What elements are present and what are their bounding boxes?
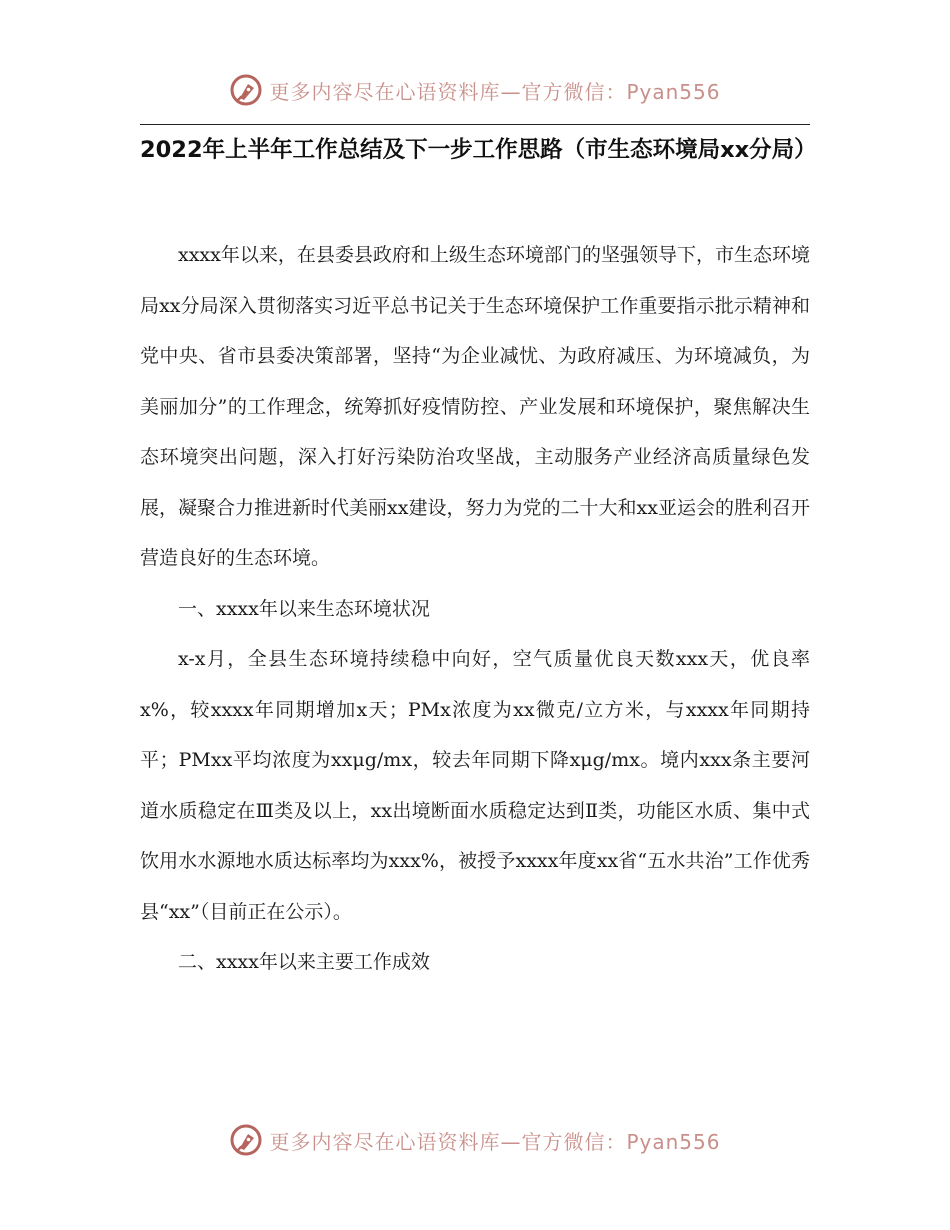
section-heading-1: 一、xxxx年以来生态环境状况 bbox=[178, 597, 430, 620]
header-watermark bbox=[0, 70, 950, 110]
footer-watermark bbox=[0, 1120, 950, 1160]
watermark-text: 更多内容尽在心语资料库—官方微信：Pyan556 bbox=[269, 79, 721, 104]
document-body bbox=[140, 230, 810, 988]
pen-nib-circle-icon bbox=[229, 1123, 263, 1157]
pen-nib-circle-icon bbox=[229, 73, 263, 107]
page-title: 2022年上半年工作总结及下一步工作思路（市生态环境局xx分局） bbox=[140, 137, 817, 163]
watermark-text: 更多内容尽在心语资料库—官方微信：Pyan556 bbox=[269, 1129, 721, 1154]
paragraph-environment-status: x-x月，全县生态环境持续稳中向好，空气质量优良天数xxx天，优良率x%，较xxxx年同期增加x天；PMx浓度为xx微克/立方米，与xxxx年同期持平；PMxx平均浓度为xxμg/mx，较去年同期下降xμg/mx。境内xxx条主要河道水质稳定在Ⅲ类及以上，xx出境断面水质稳定达到Ⅱ类，功能区水质、集中式饮用水水源地水质达标率均为xxx%，被授予xxxx年度xx省“五水共治”工作优秀县“xx”（目前正在公示）。 bbox=[140, 648, 810, 923]
section-heading-2: 二、xxxx年以来主要工作成效 bbox=[178, 951, 430, 973]
paragraph-intro: xxxx年以来，在县委县政府和上级生态环境部门的坚强领导下，市生态环境局xx分局深入贯彻落实习近平总书记关于生态环境保护工作重要指示批示精神和党中央、省市县委决策部署，坚持“为企业减忧、为政府减压、为环境减负，为美丽加分”的工作理念，统筹抓好疫情防控、产业发展和环境保护，聚焦解决生态环境突出问题，深入打好污染防治攻坚战，主动服务产业经济高质量绿色发展，凝聚合力推进新时代美丽xx建设，努力为党的二十大和xx亚运会的胜利召开营造良好的生态环境。 bbox=[140, 244, 810, 569]
